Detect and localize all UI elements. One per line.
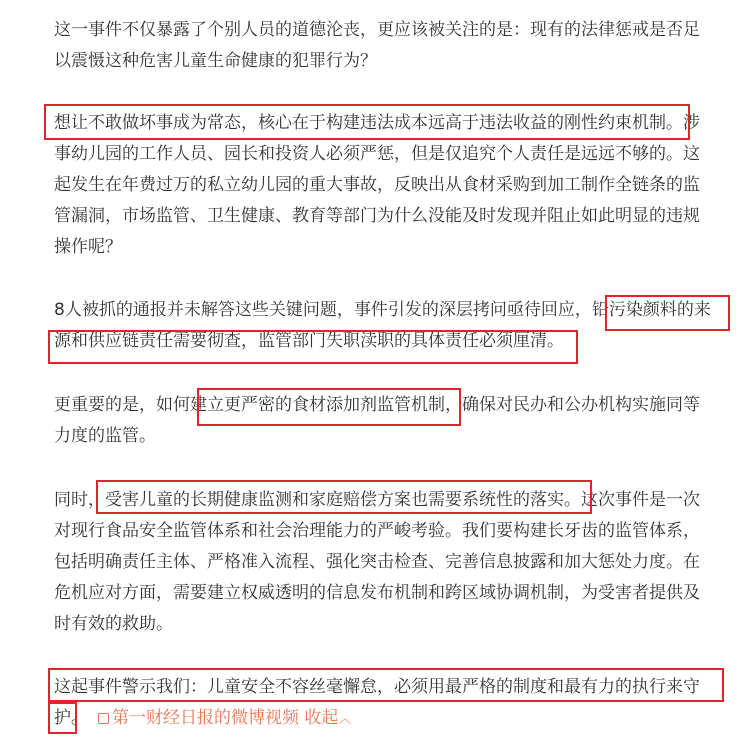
highlight-box [48,330,578,364]
text-line: 包括明确责任主体、严格准入流程、强化突击检查、完善信息披露和加大惩处力度。在 [54,552,700,572]
video-icon [98,713,109,724]
text-line: 起发生在年费过万的私立幼儿园的重大事故，反映出从食材采购到加工制作全链条的监 [54,175,700,195]
highlight-box [197,388,461,426]
text-line: 这一事件不仅暴露了个别人员的道德沦丧，更应该被关注的是：现有的法律惩戒是否足 [54,20,700,40]
text-line: 对现行食品安全监管体系和社会治理能力的严峻考验。我们要构建长牙齿的监管体系， [54,521,700,541]
text-line: 力度的监管。 [54,426,156,446]
paragraph-1 [54,15,734,77]
collapse-label: 收起 [304,708,339,728]
text-fragment: 护。 [54,708,88,728]
text-line-with-links [54,703,734,735]
text-line: 同时，受害儿童的长期健康监测和家庭赔偿方案也需要系统性的落实。这次事件是一次 [54,490,700,510]
weibo-video-link[interactable]: 第一财经日报的微博视频 [112,708,299,728]
text-line: 管漏洞，市场监管、卫生健康、教育等部门为什么没能及时发现并阻止如此明显的违规 [54,206,700,226]
text-line: 8人被抓的通报并未解答这些关键问题，事件引发的深层拷问亟待回应，铅污染颜料的来 [54,300,711,320]
text-line: 时有效的救助。 [54,614,173,634]
highlight-box [605,295,730,331]
text-line: 操作呢？ [54,237,122,257]
text-line: 这起事件警示我们：儿童安全不容丝毫懈怠，必须用最严格的制度和最有力的执行来守 [54,677,700,697]
highlight-box [44,104,690,140]
text-line: 更重要的是，如何建立更严密的食材添加剂监管机制，确保对民办和公办机构实施同等 [54,395,700,415]
text-line: 以震慑这种危害儿童生命健康的犯罪行为？ [54,51,377,71]
highlight-box [96,480,592,514]
highlight-box [48,668,724,702]
text-line: 源和供应链责任需要彻查，监管部门失职渎职的具体责任必须厘清。 [54,331,564,351]
text-line: 危机应对方面，需要建立权威透明的信息发布机制和跨区域协调机制，为受害者提供及 [54,583,700,603]
chevron-up-icon: ︿ [338,712,352,727]
text-line: 想让不敢做坏事成为常态，核心在于构建违法成本远高于违法收益的刚性约束机制。涉 [54,113,700,133]
collapse-link[interactable] [304,708,351,728]
highlight-box [48,702,77,734]
text-line: 事幼儿园的工作人员、园长和投资人必须严惩，但是仅追究个人责任是远远不够的。这 [54,144,700,164]
